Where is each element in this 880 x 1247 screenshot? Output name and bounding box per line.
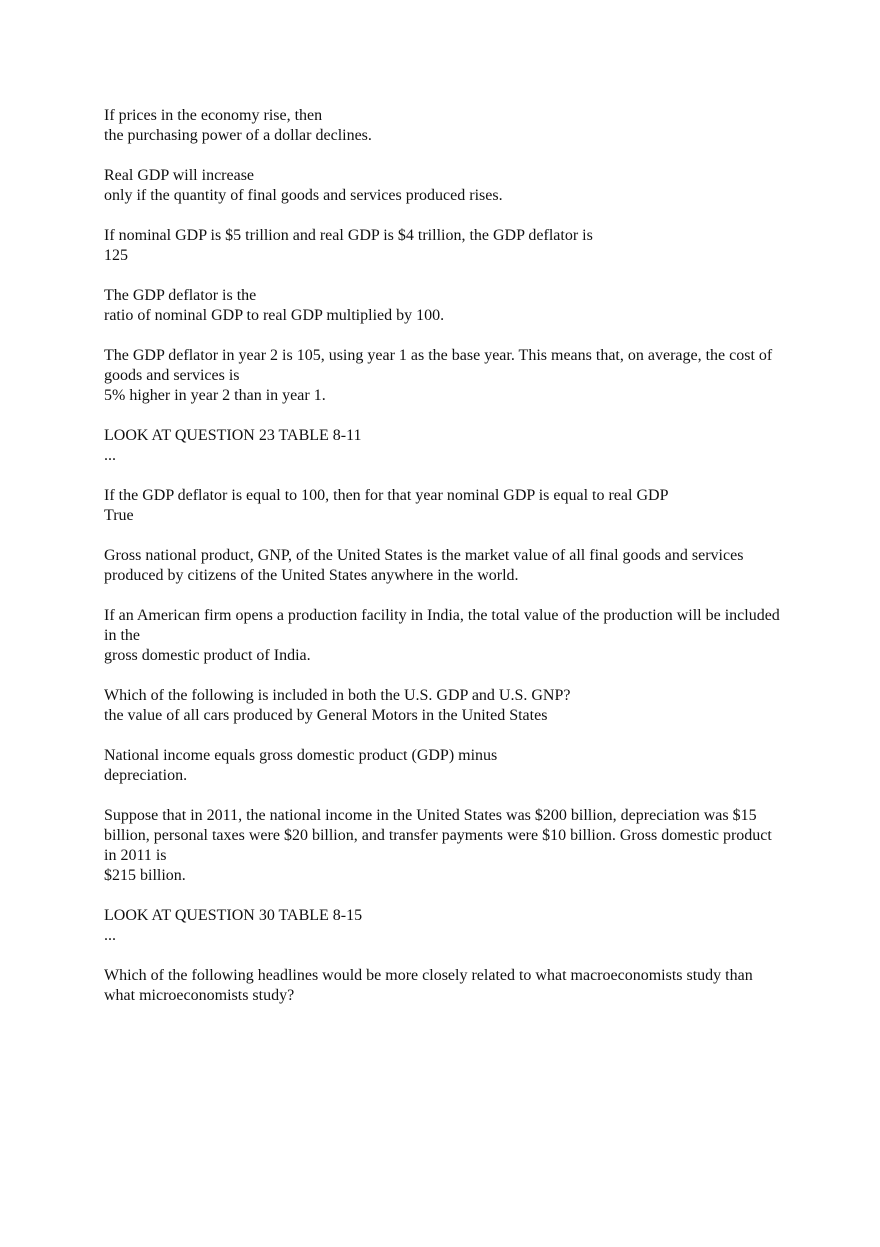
qa-item-14 [104, 966, 784, 1006]
answer-text: 5% higher in year 2 than in year 1. [104, 387, 326, 404]
qa-item-8 [104, 546, 784, 586]
answer-text: the purchasing power of a dollar declines. [104, 127, 372, 144]
qa-item-9 [104, 606, 784, 666]
qa-item-6 [104, 426, 784, 466]
question-text: If the GDP deflator is equal to 100, then for that year nominal GDP is equal to real GDP [104, 487, 669, 504]
question-text: National income equals gross domestic product (GDP) minus [104, 747, 498, 764]
qa-item-2 [104, 166, 784, 206]
question-text: Which of the following is included in both the U.S. GDP and U.S. GNP? [104, 687, 571, 704]
question-text: LOOK AT QUESTION 30 TABLE 8-15 [104, 907, 363, 924]
answer-text: only if the quantity of final goods and services produced rises. [104, 187, 503, 204]
question-text: If an American firm opens a production facility in India, the total value of the production will be included in the [104, 607, 780, 644]
qa-item-13 [104, 906, 784, 946]
answer-text: ratio of nominal GDP to real GDP multiplied by 100. [104, 307, 445, 324]
question-text: Which of the following headlines would be more closely related to what macroeconomists study than what microeconomists study? [104, 967, 753, 1004]
question-text: Gross national product, GNP, of the United States is the market value of all final goods and services [104, 547, 744, 564]
answer-text: gross domestic product of India. [104, 647, 311, 664]
question-text: Real GDP will increase [104, 167, 255, 184]
answer-text: depreciation. [104, 767, 188, 784]
qa-item-11 [104, 746, 784, 786]
answer-text: produced by citizens of the United States anywhere in the world. [104, 567, 519, 584]
qa-item-4 [104, 286, 784, 326]
answer-text: ... [104, 927, 116, 944]
answer-text: ... [104, 447, 116, 464]
question-text: The GDP deflator is the [104, 287, 257, 304]
qa-item-3 [104, 226, 784, 266]
qa-item-7 [104, 486, 784, 526]
qa-item-5 [104, 346, 784, 406]
document-page [104, 106, 784, 1026]
question-text: If nominal GDP is $5 trillion and real GDP is $4 trillion, the GDP deflator is [104, 227, 593, 244]
question-text: If prices in the economy rise, then [104, 107, 323, 124]
question-text: The GDP deflator in year 2 is 105, using year 1 as the base year. This means that, on average, the cost of goods and services is [104, 347, 773, 384]
qa-item-1 [104, 106, 784, 146]
qa-item-10 [104, 686, 784, 726]
answer-text: 125 [104, 247, 128, 264]
answer-text: $215 billion. [104, 867, 186, 884]
answer-text: True [104, 507, 134, 524]
answer-text: the value of all cars produced by General Motors in the United States [104, 707, 548, 724]
question-text: LOOK AT QUESTION 23 TABLE 8-11 [104, 427, 362, 444]
question-text: Suppose that in 2011, the national income in the United States was $200 billion, depreciation was $15 billion, personal taxes were $20 billion, and transfer payments were $10 billion. Gross domestic product in 2011 is [104, 807, 772, 864]
qa-item-12 [104, 806, 784, 886]
